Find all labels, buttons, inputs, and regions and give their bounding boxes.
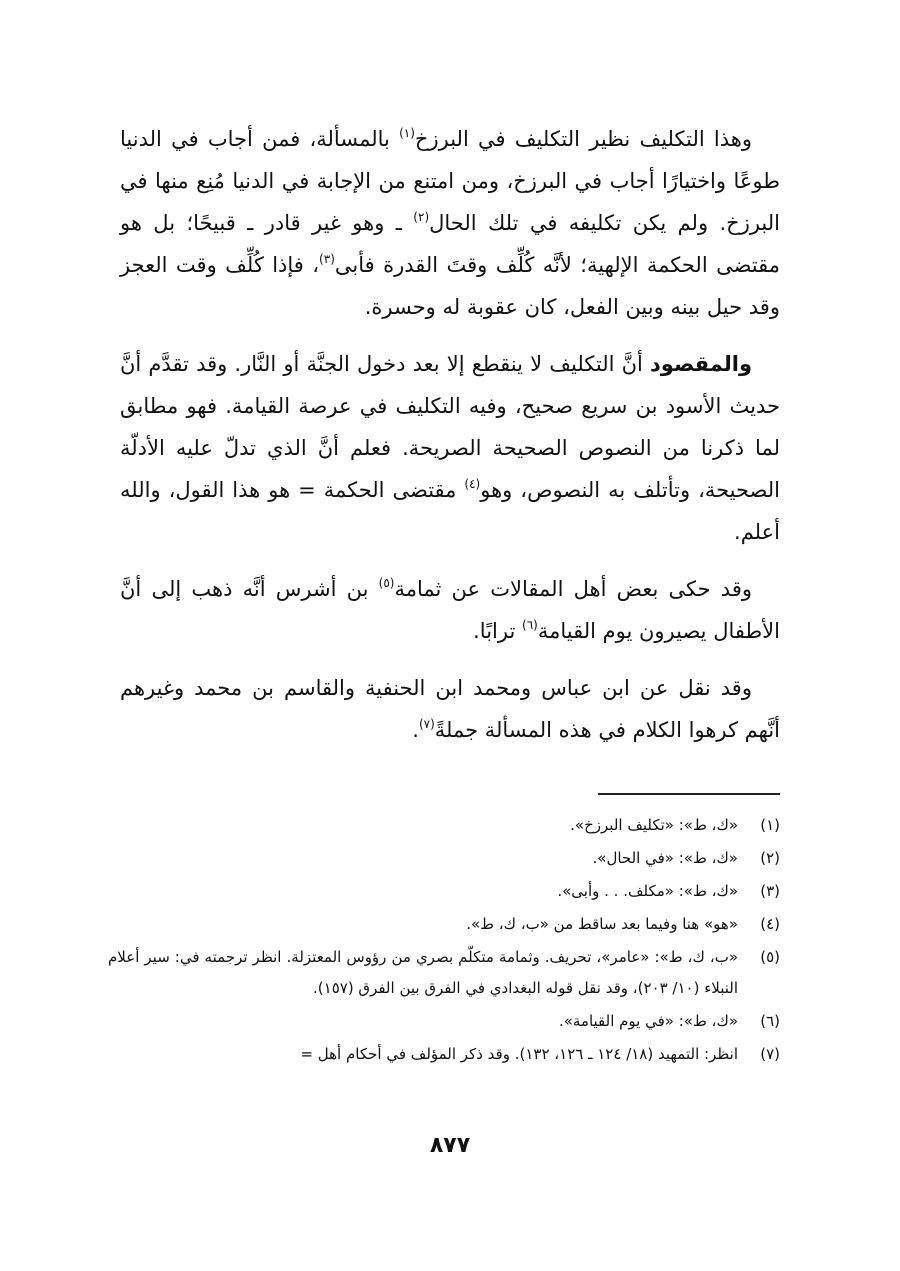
paragraph-text: وهذا التكليف نظير التكليف في البرزخ (414, 127, 752, 151)
footnote-reference: (٢) (413, 210, 430, 224)
footnotes-section (108, 810, 780, 1072)
footnote-number: (١) (760, 816, 780, 834)
footnote-number: (٧) (760, 1045, 780, 1063)
paragraph-text: ـ وهو غير قادر ـ قبيحًا؛ بل هو مقتضى الحكمة الإلهية؛ لأنَّه كُلِّف وقتَ القدرة فأبى (120, 211, 780, 277)
footnote (108, 909, 780, 940)
paragraph-text: بن أشرس أنَّه ذهب إلى أنَّ الأطفال يصيرون يوم القيامة (120, 577, 780, 643)
paragraph-text: بالمسألة، فمن أجاب في الدنيا طوعًا واختيارًا أجاب في البرزخ، ومن امتنع من الإجابة في الدنيا مُنِع منها في البرزخ. ولم يكن تكليفه في تلك الحال (120, 127, 780, 235)
footnote-reference: (٣) (319, 252, 335, 266)
footnote-reference: (٦) (522, 618, 538, 632)
footnote-number: (٢) (760, 849, 780, 867)
page-number: ٨٧٧ (429, 1133, 471, 1158)
footnote (108, 1039, 780, 1070)
paragraph-text: ، فإذا كُلِّف وقت العجز وقد حيل بينه وبين الفعل، كان عقوبة له وحسرة. (120, 253, 780, 319)
footnote-number: (٦) (760, 1012, 780, 1030)
emphasized-word: والمقصود (650, 352, 752, 376)
footnote (108, 843, 780, 874)
footnote-text: «ك، ط»: «في يوم القيامة». (558, 1012, 738, 1030)
footnote-separator (598, 793, 780, 795)
paragraph-text: ترابًا. (473, 619, 522, 643)
paragraph (120, 667, 780, 751)
footnote-number: (٣) (760, 882, 780, 900)
footnote-number: (٥) (760, 948, 780, 966)
footnote (108, 1006, 780, 1037)
footnote-text: انظر: التمهيد (١٨/ ١٢٤ ـ ١٢٦، ١٣٢). وقد ذكر المؤلف في أحكام أهل = (300, 1045, 738, 1063)
footnote (108, 876, 780, 907)
footnote-text: «ك، ط»: «في الحال». (592, 849, 738, 867)
paragraph-text: مقتضى الحكمة = هو هذا القول، والله أعلم. (120, 478, 780, 544)
paragraph (120, 568, 780, 652)
paragraph-text: وقد نقل عن ابن عباس ومحمد ابن الحنفية والقاسم بن محمد وغيرهم أنَّهم كرهوا الكلام في هذه المسألة جملةً (120, 676, 780, 742)
footnote-reference: (٥) (378, 576, 395, 590)
footnote-number: (٤) (760, 915, 780, 933)
footnote-text: «ك، ط»: «تكليف البرزخ». (570, 816, 738, 834)
paragraph (120, 118, 780, 328)
footnote-reference: (٤) (464, 477, 481, 491)
paragraph (120, 343, 780, 553)
footnote-text: «هو» هنا وفيما بعد ساقط من «ب، ك، ط». (466, 915, 738, 933)
footnote (108, 942, 780, 1004)
footnote (108, 810, 780, 841)
footnote-text: «ك، ط»: «مكلف. . . وأبى». (557, 882, 738, 900)
paragraph-text: . (412, 718, 419, 742)
main-text (120, 118, 780, 766)
paragraph-text: أنَّ التكليف لا ينقطع إلا بعد دخول الجنَّة أو النَّار. وقد تقدَّم أنَّ حديث الأسود بن سريع صحيح، وفيه التكليف في عرصة القيامة. فهو مطابق لما ذكرنا من النصوص الصحيحة الصريحة. فعلم أنَّ الذي تدلّ عليه الأدلّة الصحيحة، وتأتلف به النصوص، وهو (120, 352, 780, 502)
paragraph-text: وقد حكى بعض أهل المقالات عن ثمامة (394, 577, 752, 601)
footnote-text: «ب، ك، ط»: «عامر»، تحريف. وثمامة متكلّم بصري من رؤوس المعتزلة. انظر ترجمته في: سير أعلام النبلاء (١٠/ ٢٠٣)، وقد نقل قوله البغدادي في الفرق بين الفرق (١٥٧). (108, 948, 738, 997)
footnote-reference: (٧) (418, 717, 435, 731)
footnote-reference: (١) (399, 126, 415, 140)
